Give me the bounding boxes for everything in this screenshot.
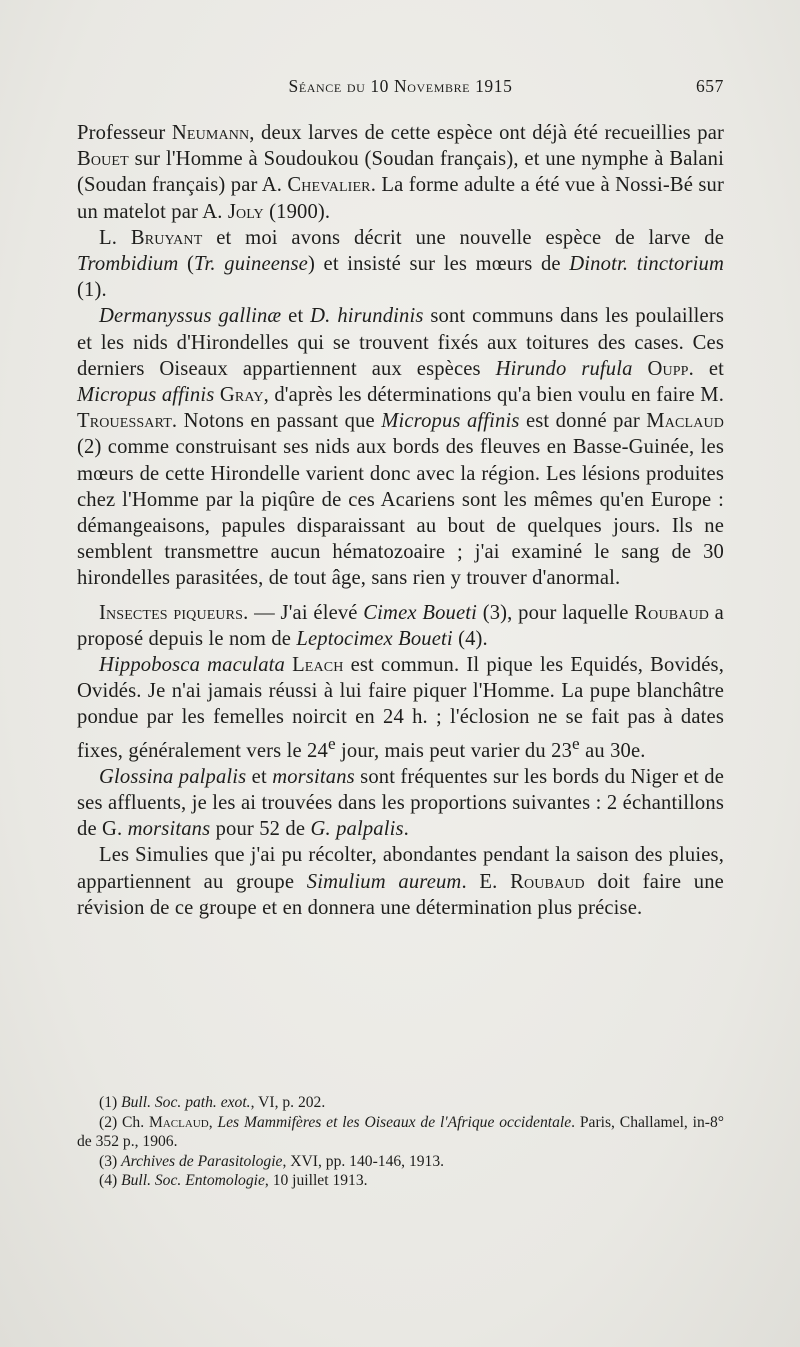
footnote: (3) Archives de Parasitologie, XVI, pp. 140-146, 1913. [99,1152,445,1170]
section-paragraph-insectes-piqueurs: Insectes piqueurs. — J'ai élevé Cimex Boueti (3), pour laquelle Roubaud a proposé depuis le nom de Leptocimex Boueti (4). [77,601,724,650]
paragraph: Hippobosca maculata Leach est commun. Il pique les Equidés, Bovidés, Ovidés. Je n'ai jamais réussi à lui faire piquer l'Homme. La pupe blanchâtre pondue par les femelles noircit en 24 h. ; l'éclosion ne se fait pas à dates fixes, généralement vers le 24e jour, mais peut varier du 23e au 30e. [77,654,724,762]
paragraph: Professeur Neumann, deux larves de cette espèce ont déjà été recueillies par Bouet sur l'Homme à Soudoukou (Soudan français), et une nymphe à Balani (Soudan français) par A. Chevalier. La forme adulte a été vue à Nossi-Bé sur un matelot par A. Joly (1900). [77,122,724,223]
paragraph: Glossina palpalis et morsitans sont fréquentes sur les bords du Niger et de ses affluents, je les ai trouvées dans les proportions suivantes : 2 échantillons de G. morsitans pour 52 de G. palpalis. [77,765,724,841]
paragraph: Les Simulies que j'ai pu récolter, abondantes pendant la saison des pluies, appartiennent au groupe Simulium aureum. E. Roubaud doit faire une révision de ce groupe et en donnera une détermination plus précise. [77,844,724,919]
running-title: Séance du 10 Novembre 1915 [288,76,513,96]
footnotes [77,1093,724,1191]
body-text [77,120,724,921]
paragraph: Dermanyssus gallinæ et D. hirundinis sont communs dans les poulaillers et les nids d'Hirondelles qui se trouvent fixés aux toitures des cases. Ces derniers Oiseaux appartiennent aux espèces Hirundo rufula Oupp. et Micropus affinis Gray, d'après les déterminations qu'a bien voulu en faire M. Trouessart. Notons en passant que Micropus affinis est donné par Maclaud (2) comme construisant ses nids aux bords des fleuves en Basse-Guinée, les mœurs de cette Hirondelle varient donc avec la région. Les lésions produites chez l'Homme par la piqûre de ces Acariens sont les mêmes qu'en Europe : démangeaisons, papules disparaissant au bout de quelques jours. Ils ne semblent transmettre aucun hématozoaire ; j'ai examiné le sang de 30 hirondelles parasitées, de tout âge, sans rien y trouver d'anormal. [77,305,725,590]
page-number: 657 [695,76,724,96]
footnote: (2) Ch. Maclaud, Les Mammifères et les Oiseaux de l'Afrique occidentale. Paris, Challamel, in-8° de 352 p., 1906. [77,1113,724,1151]
footnote: (1) Bull. Soc. path. exot., VI, p. 202. [99,1094,326,1111]
running-header [77,76,724,102]
footnote: (4) Bull. Soc. Entomologie, 10 juillet 1913. [99,1172,368,1190]
paragraph: L. Bruyant et moi avons décrit une nouvelle espèce de larve de Trombidium (Tr. guineense) et insisté sur les mœurs de Dinotr. tinctorium (1). [77,226,724,302]
